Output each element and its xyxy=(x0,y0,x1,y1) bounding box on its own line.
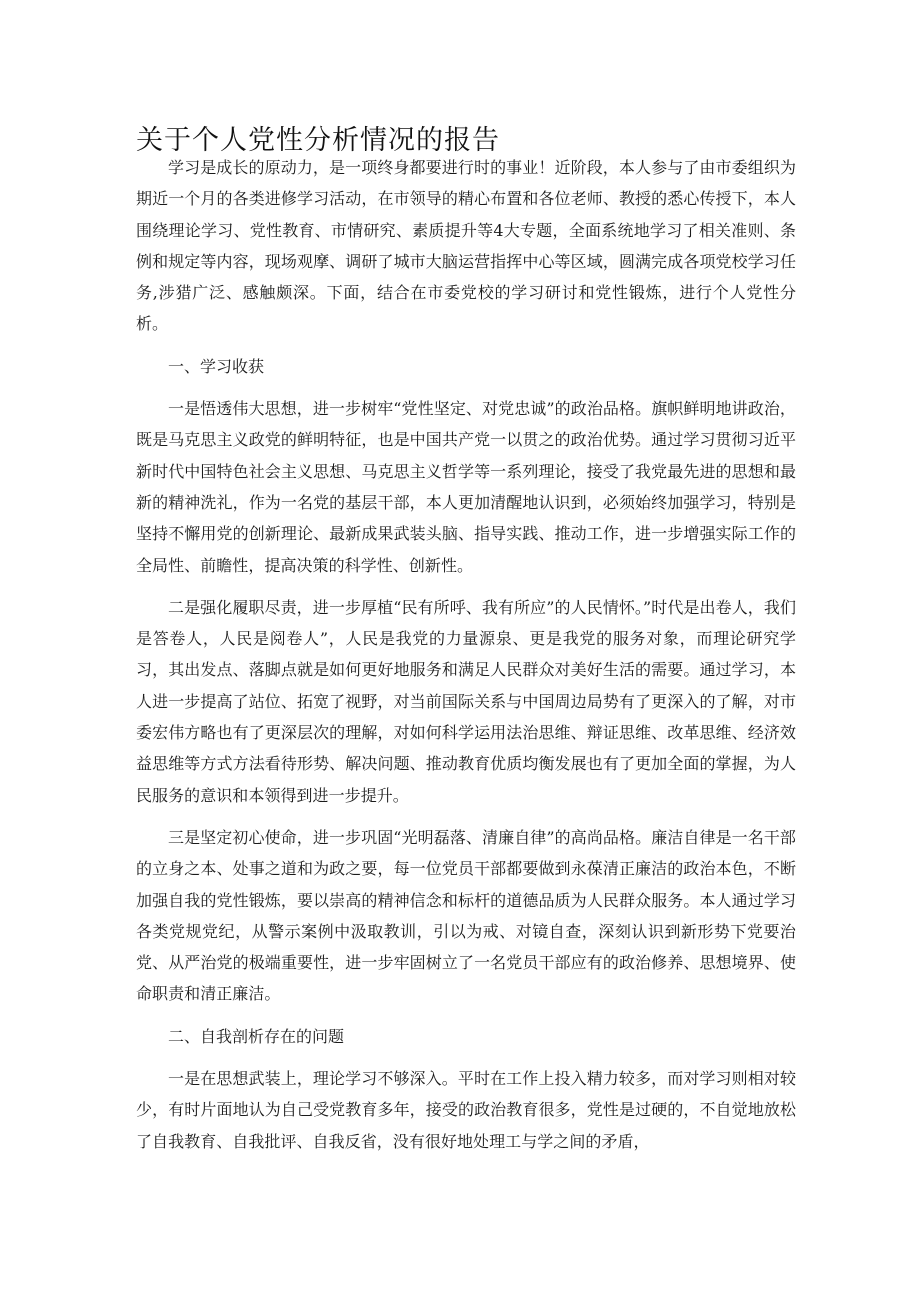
paragraph-gain-3: 三是坚定初心使命，进一步巩固“光明磊落、清廉自律”的高尚品格。廉洁自律是一名干部的立身之本、处事之道和为政之要，每一位党员干部都要做到永葆清正廉洁的政治本色，不断加强自我的党性锻炼，要以崇高的精神信念和标杆的道德品质为人民群众服务。本人通过学习各类党规党纪，从警示案例中汲取教训，引以为戒、对镜自查，深刻认识到新形势下党要治党、从严治党的极端重要性，进一步牢固树立了一名党员干部应有的政治修养、思想境界、使命职责和清正廉洁。 xyxy=(136,827,796,1004)
section-heading-self-analysis: 二、自我剖析存在的问题 xyxy=(168,1026,345,1046)
paragraph-problem-1: 一是在思想武装上，理论学习不够深入。平时在工作上投入精力较多，而对学习则相对较少，有时片面地认为自己受党教育多年，接受的政治教育很多，党性是过硬的，不自觉地放松了自我教育、自我批评、自我反省，没有很好地处理工与学之间的矛盾， xyxy=(136,1069,796,1151)
document-title: 关于个人党性分析情况的报告 xyxy=(136,125,500,156)
intro-paragraph: 学习是成长的原动力，是一项终身都要进行时的事业！近阶段，本人参与了由市委组织为期近一个月的各类进修学习活动，在市领导的精心布置和各位老师、教授的悉心传授下，本人围绕理论学习、党性教育、市情研究、素质提升等4大专题，全面系统地学习了相关准则、条例和规定等内容，现场观摩、调研了城市大脑运营指挥中心等区域，圆满完成各项党校学习任务,涉猎广泛、感触颇深。下面，结合在市委党校的学习研讨和党性锻炼，进行个人党性分析。 xyxy=(136,158,796,334)
paragraph-gain-2: 二是强化履职尽责，进一步厚植“民有所呼、我有所应”的人民情怀。”时代是出卷人，我们是答卷人，人民是阅卷人”，人民是我党的力量源泉、更是我党的服务对象，而理论研究学习，其出发点、落脚点就是如何更好地服务和满足人民群众对美好生活的需要。通过学习，本人进一步提高了站位、拓宽了视野，对当前国际关系与中国周边局势有了更深入的了解，对市委宏伟方略也有了更深层次的理解，对如何科学运用法治思维、辩证思维、改革思维、经济效益思维等方式方法看待形势、解决问题、推动教育优质均衡发展也有了更加全面的掌握，为人民服务的意识和本领得到进一步提升。 xyxy=(136,597,796,805)
paragraph-gain-1: 一是悟透伟大思想，进一步树牢“党性坚定、对党忠诚”的政治品格。旗帜鲜明地讲政治，既是马克思主义政党的鲜明特征，也是中国共产党一以贯之的政治优势。通过学习贯彻习近平新时代中国特色社会主义思想、马克思主义哲学等一系列理论，接受了我党最先进的思想和最新的精神洗礼，作为一名党的基层干部，本人更加清醒地认识到，必须始终加强学习，特别是坚持不懈用党的创新理论、最新成果武装头脑、指导实践、推动工作，进一步增强实际工作的全局性、前瞻性，提高决策的科学性、创新性。 xyxy=(136,399,796,575)
section-heading-learning-gains: 一、学习收获 xyxy=(168,356,265,376)
document-body xyxy=(136,152,796,1168)
